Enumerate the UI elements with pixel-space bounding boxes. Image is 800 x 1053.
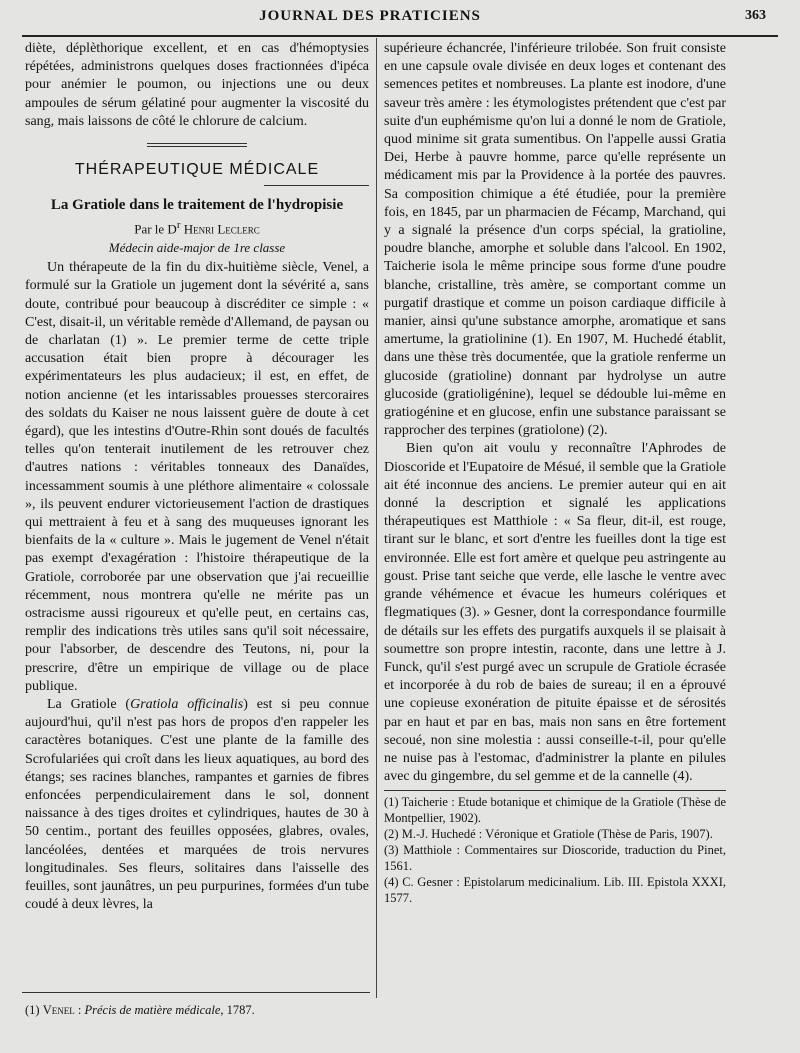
footnote-left-1 [25, 1002, 369, 1018]
body-paragraph-history: Bien qu'on ait voulu y reconnaître l'Aphrodes de Dioscoride et l'Eupatoire de Mésué, il semble que la Gratiole ait été inconnue des anciens. Le premier auteur qui en ait donné la description et signalé les applications thérapeutiques est Matthiole : « Sa fleur, dit-il, est rouge, tirant sur le blanc, et sort d'entre les fueilles dont la tige est environnée. Elle est fort amère et quelque peu astringente au goust. Prise tant seiche que verde, elle lasche le ventre avec grande véhémence et évacue les humeurs colériques et flegmatiques (3). » Gesner, dont la correspondance fourmille de détails sur les effets des purgatifs auxquels il se plaisait à soumettre son propre intestin, raconte, dans une lettre à J. Funck, qu'il s'est purgé avec un scrupule de Gratiole écrasée et incorporée à du rob de baies de sureau; il en a éprouvé une copieuse exonération de pituite épaisse et de sérosités par en haut et par en bas, mais non sans en être fortement secoué, non sine molestia : aussi conseille-t-il, pour qu'elle ne nuise pas à l'estomac, d'administrer la plante en pilules avec du gingembre, du sel gemme et de la cannelle (4). [384, 441, 726, 785]
running-title: JOURNAL DES PRATICIENS [259, 8, 481, 24]
header-rule [22, 35, 778, 37]
left-footnotes [25, 1002, 369, 1018]
footnote-4: (4) C. Gesner : Epistolarum medicinalium. Lib. III. Epistola XXXI, 1577. [384, 875, 726, 906]
botany-text-a: La Gratiole ( [47, 697, 131, 713]
fn1-name: Venel [42, 1003, 75, 1017]
footnote-rule [22, 992, 370, 993]
article-title: La Gratiole dans le traitement de l'hydropisie [50, 197, 344, 214]
fn1-work: Précis de matière médicale [84, 1003, 221, 1017]
right-footnotes [384, 790, 726, 906]
intro-paragraph: diète, déplèthorique excellent, et en cas d'hémoptysies répétées, administrons quelques doses fractionnées d'ipéca pour anémier le poumon, ou injections une ou deux ampoules de sérum gélatiné pour augmenter la viscosité du sang, mais laissons de côté le chlorure de calcium. [25, 41, 369, 129]
page-number: 363 [745, 8, 766, 23]
right-column [384, 40, 726, 906]
author-affiliation: Médecin aide-major de 1re classe [108, 239, 286, 255]
body-paragraph-botany [25, 696, 369, 914]
section-heading: THÉRAPEUTIQUE MÉDICALE [74, 161, 320, 179]
byline-sup: r [176, 219, 181, 232]
latin-name: Gratiola officinalis [130, 697, 244, 713]
footnote-3: (3) Matthiole : Commentaires sur Dioscoride, traduction du Pinet, 1561. [384, 843, 726, 874]
byline-prefix: Par le D [134, 221, 177, 237]
botany-text-b: ) est si peu connue aujourd'hui, qu'il n'est pas hors de propos d'en rappeler les caractères botaniques. C'est une plante de la famille des Scrofulariées qui croît dans les lieux aquatiques, au bord des étangs; ses racines blanches, rampantes et garnies de fibres enfoncées perpendiculairement dans le sol, donnent naissance à des tiges droites et cylindriques, hautes de 30 à 50 centim., portant des feuilles opposées, glabres, ovales, lancéolées, dentées et marquées de trois nervures longitudinales. Ses fleurs, solitaires dans l'aisselle des feuilles, sont jaunâtres, un peu purpurines, formées d'un tube coudé à deux lèvres, la [25, 697, 369, 913]
footnote-2: (2) M.-J. Huchedé : Véronique et Gratiole (Thèse de Paris, 1907). [384, 827, 713, 842]
fn1-num: (1) [25, 1003, 43, 1017]
body-paragraph: Un thérapeute de la fin du dix-huitième siècle, Venel, a formulé sur la Gratiole un jugement dont la sévérité a, sans doute, contribué pour beaucoup à discréditer ce simple : « C'est, disait-il, un véritable remède d'Allemand, de paysan ou de charlatan (1) ». Le premier terme de cette triple accusation était bien propre à décourager les expérimentateurs les plus audacieux; il est, en effet, de notion ancienne (et les intarissables prouesses stercoraires des soldats du Kaiser ne nous laissent guère de doute à cet égard), que les intestins d'Outre-Rhin sont doués de facultés telles qu'on tenterait inutilement de les retrouver chez d'autres nations : véritables tonneaux des Danaïdes, incessamment soumis à une pléthore alimentaire « colossale », ils peuvent endurer victorieusement l'action de drastiques qui mettraient à feu et à sang des muqueuses ignorant les bienfaits de la « culture ». Mais le jugement de Venel n'était pas exempt d'exagération : l'histoire thérapeutique de la Gratiole, corroborée par une observation que j'ai recueillie récemment, nous montrera qu'elle ne mérite pas un ostracisme aussi rigoureux et qu'elle peut, en certains cas, remplir des indications très utiles sans qu'il soit nécessaire, pour l'absorber, de descendre des Teutons, ni, pour la prescrire, d'être un empirique de village ou de place publique. [25, 260, 369, 694]
column-rule [376, 38, 377, 998]
fn1-year: , 1787. [220, 1003, 255, 1017]
footnote-1: (1) Taicherie : Etude botanique et chimique de la Gratiole (Thèse de Montpellier, 1902). [384, 795, 726, 826]
author-name: Henri Leclerc [183, 221, 260, 237]
section-divider [147, 143, 247, 147]
left-column [25, 40, 369, 914]
body-paragraph-chemistry: supérieure échancrée, l'inférieure trilobée. Son fruit consiste en une capsule ovale divisée en deux loges et contenant des semences petites et nombreuses. La plante est inodore, d'une saveur très amère : les étymologistes prétendent que c'est par suite d'un euphémisme qu'on lui a donné le nom de Gratiole, quod minime sit grata sumentibus. On l'appelle aussi Gratia Dei, Herbe à pauvre homme, parce qu'elle représente un médicament mis par la Providence à la portée des pauvres. Sa composition chimique a été étudiée, pour la première fois, en 1845, par un pharmacien de Fécamp, Marchand, qui y a signalé la présence d'un corps spécial, la gratioline, poudre blanche, amorphe et soluble dans l'alcool. En 1902, Taicherie isola le même principe sous forme d'une poudre blanche, cristalline, très amère, se comportant comme un purgatif drastique et comme un poison cardiaque difficile à manier, ainsi qu'une substance amorphe, aromatique et sans amertume, la gratiolinine (1). En 1907, M. Huchedé établit, dans une thèse très documentée, que la gratiole renferme un glucoside (gratioline) donnant par hydrolyse un autre glucoside (gratioligénine), lequel se dédouble lui-même en gratiogénine et en glucose, enfin une substance paraissant se rapprocher des terpines (gratiolone) (2). [384, 41, 726, 439]
page-header [22, 8, 778, 34]
fn1-sep: : [74, 1003, 85, 1017]
byline [25, 216, 369, 239]
title-rule [264, 185, 369, 186]
